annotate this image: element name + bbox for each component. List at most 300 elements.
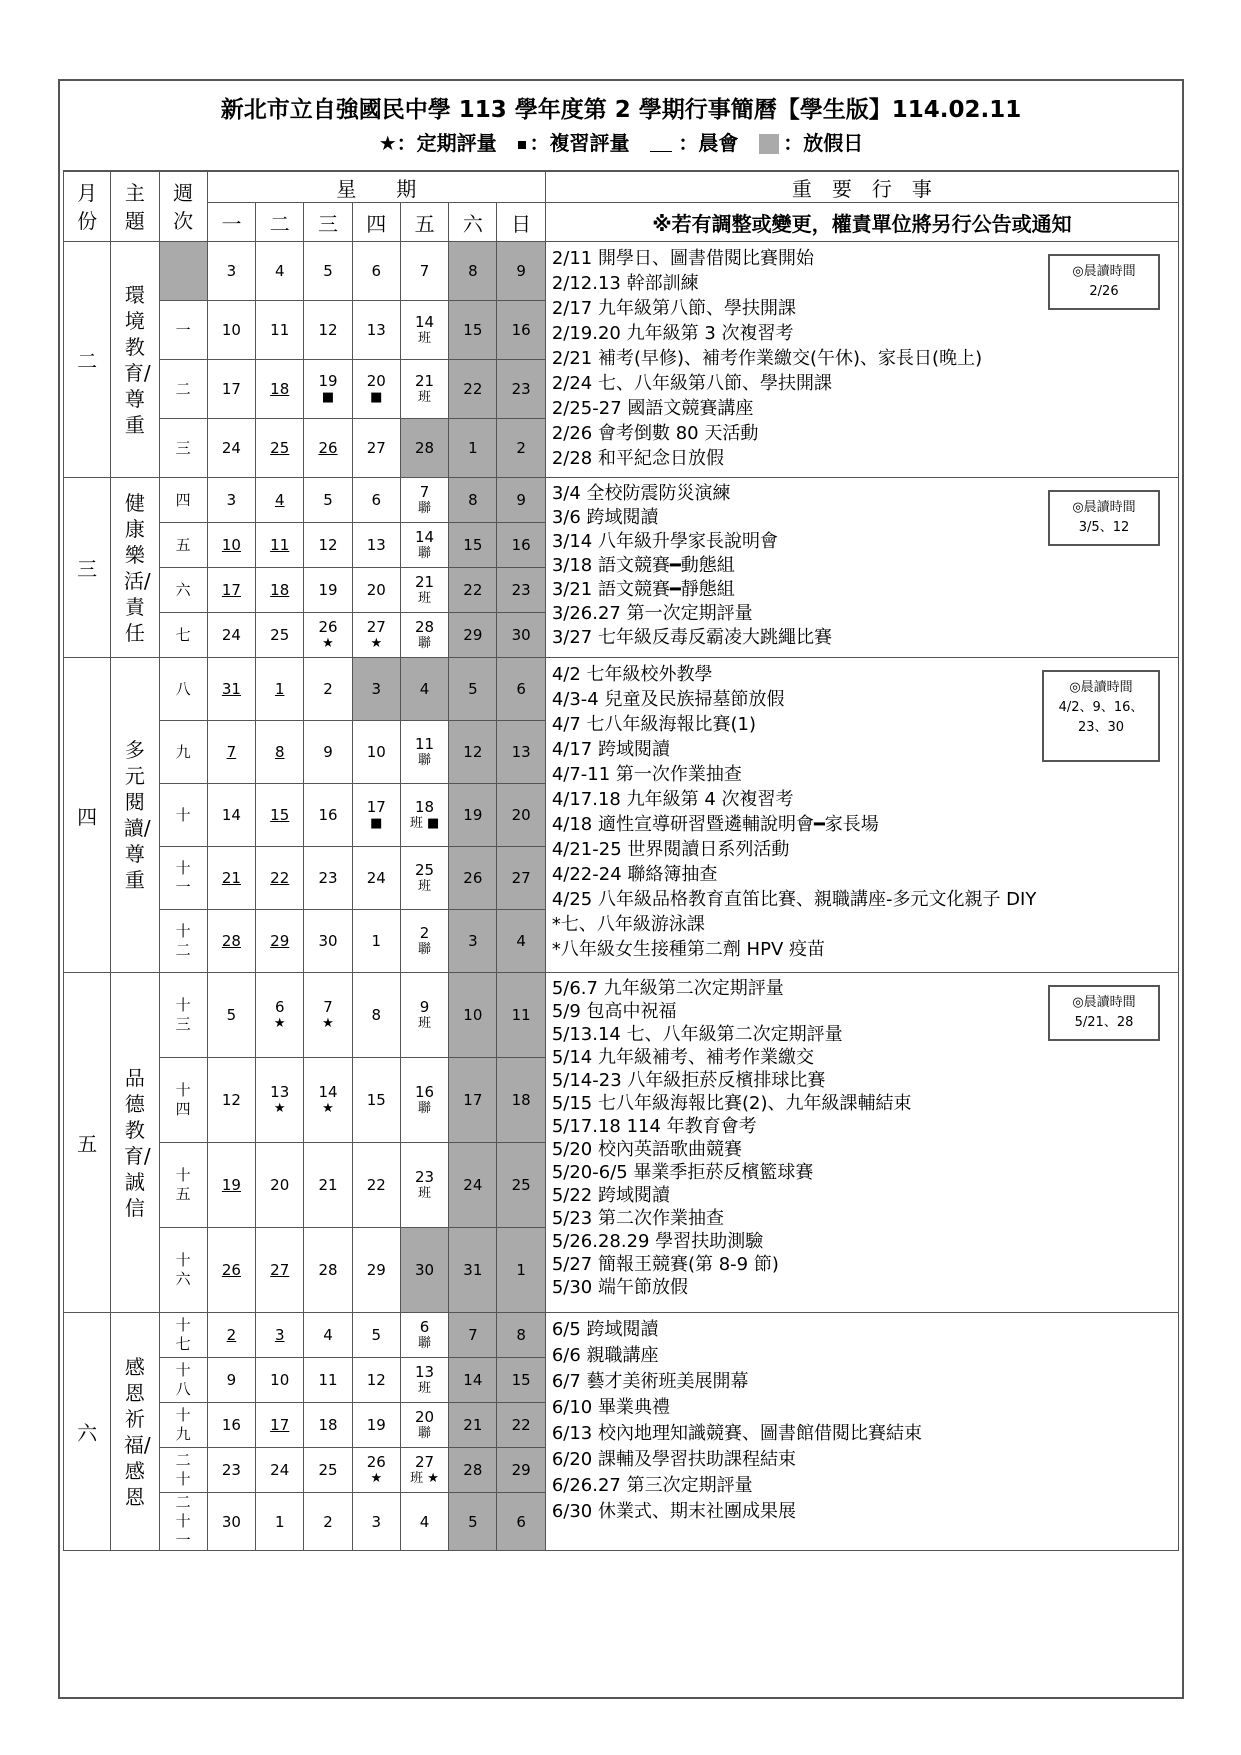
day-number: 14: [318, 1083, 338, 1101]
day-number: 26: [366, 1453, 386, 1471]
event-item: 5/20 校內英語歌曲競賽: [551, 1139, 742, 1160]
day-number: 9: [419, 998, 430, 1016]
day-number: 7: [226, 743, 237, 761]
day-number: 1: [516, 1261, 526, 1279]
day-cell: [352, 478, 400, 523]
day-number: 22: [463, 581, 483, 599]
day-number: 21: [318, 1176, 338, 1194]
day-cell: [207, 784, 255, 847]
day-cell: [304, 973, 352, 1058]
day-number: 12: [318, 536, 338, 554]
reading-time-dates: 4/2、9、16、23、30: [1058, 700, 1144, 735]
day-number: 15: [511, 1371, 531, 1389]
event-item: 5/9 包高中祝福: [551, 1001, 677, 1022]
day-number: 3: [274, 1326, 285, 1344]
day-number: 15: [463, 321, 483, 339]
week-number: [159, 658, 207, 721]
day-cell: [352, 658, 400, 721]
day-cell: [400, 784, 448, 847]
event-item: 6/10 畢業典禮: [551, 1397, 670, 1418]
day-cell: [256, 568, 304, 613]
event-item: 5/13.14 七、八年級第二次定期評量: [551, 1024, 843, 1045]
day-number: 8: [468, 262, 478, 280]
day-number: 8: [371, 1006, 382, 1024]
calendar-body: [64, 242, 1179, 1551]
day-cell: [400, 1403, 448, 1448]
day-cell: [304, 613, 352, 658]
theme-cell: [111, 478, 159, 658]
day-number: 19: [318, 372, 338, 390]
week-number-text: 四: [175, 490, 191, 509]
day-cell: [304, 721, 352, 784]
day-number: 6: [516, 680, 526, 698]
day-mark: 班: [418, 1381, 432, 1396]
week-number-text: 十三: [175, 996, 191, 1033]
week-number: [159, 360, 207, 419]
day-mark: 聯: [418, 1426, 432, 1441]
legend-gray-icon: [759, 134, 779, 154]
day-number: 19: [221, 1176, 241, 1194]
day-number: 17: [366, 798, 386, 816]
day-cell: [256, 360, 304, 419]
day-mark: ■: [370, 390, 383, 405]
day-cell: [352, 1313, 400, 1358]
day-number: 24: [221, 626, 241, 644]
event-item: 6/7 藝才美術班美展開幕: [551, 1371, 749, 1392]
week-number: [159, 478, 207, 523]
month-cell: 六: [64, 1313, 111, 1551]
day-number: 28: [415, 439, 435, 457]
week-number-text: 二十一: [175, 1493, 191, 1549]
day-number: 30: [221, 1512, 241, 1531]
day-number: 26: [221, 1261, 241, 1279]
week-number: [159, 419, 207, 478]
week-number: [159, 721, 207, 784]
day-cell: [207, 973, 255, 1058]
day-number: 2: [226, 1326, 237, 1344]
day-cell: [497, 784, 545, 847]
day-mark: 聯: [418, 942, 432, 957]
events-cell: [545, 1313, 1178, 1551]
day-number: 17: [221, 581, 241, 599]
event-item: 5/27 簡報王競賽(第 8-9 節): [551, 1254, 779, 1275]
day-number: 19: [463, 806, 483, 824]
day-number: 14: [415, 313, 435, 331]
day-number: 28: [415, 618, 435, 636]
day-cell: [352, 973, 400, 1058]
day-cell: [449, 301, 497, 360]
day-cell: [352, 1448, 400, 1493]
events-cell: [545, 973, 1178, 1313]
day-number: 3: [371, 1512, 382, 1531]
day-number: 6: [516, 1512, 526, 1531]
day-number: 9: [323, 743, 333, 761]
day-cell: [497, 242, 545, 301]
day-number: 28: [318, 1261, 338, 1279]
week-number-text: 十一: [175, 859, 191, 896]
day-cell: [352, 1143, 400, 1228]
event-item: 2/25-27 國語文競賽講座: [551, 398, 754, 419]
day-cell: [304, 523, 352, 568]
day-mark: 聯: [418, 753, 432, 768]
day-mark: 聯: [418, 546, 432, 561]
day-cell: [497, 419, 545, 478]
day-number: 22: [511, 1416, 531, 1434]
day-cell: [400, 523, 448, 568]
day-number: 7: [323, 998, 333, 1016]
day-number: 10: [270, 1371, 290, 1389]
day-number: 31: [463, 1261, 483, 1279]
event-item: 5/30 端午節放假: [551, 1277, 688, 1298]
day-cell: [256, 613, 304, 658]
day-cell: [352, 1358, 400, 1403]
legend: [63, 130, 1179, 156]
day-cell: [497, 721, 545, 784]
week-row: [64, 478, 1179, 523]
day-number: 16: [511, 536, 531, 554]
day-cell: [304, 1358, 352, 1403]
day-number: 3: [226, 491, 237, 509]
day-cell: [497, 613, 545, 658]
day-cell: [497, 910, 545, 973]
day-number: 29: [463, 626, 483, 644]
day-cell: [449, 847, 497, 910]
day-cell: [256, 1493, 304, 1551]
day-number: 2: [516, 439, 526, 457]
day-number: 4: [274, 491, 285, 509]
day-cell: [207, 242, 255, 301]
header: [63, 84, 1179, 171]
week-number: [159, 973, 207, 1058]
event-item: 4/2 七年級校外教學: [551, 664, 713, 685]
day-number: 6: [274, 998, 285, 1016]
day-cell: [304, 478, 352, 523]
week-number-text: 三: [175, 438, 191, 457]
day-number: 23: [415, 1168, 435, 1186]
day-cell: [304, 419, 352, 478]
day-mark: 聯: [418, 501, 432, 516]
day-number: 13: [511, 743, 531, 761]
day-cell: [400, 721, 448, 784]
day-cell: [449, 568, 497, 613]
day-cell: [449, 1313, 497, 1358]
day-number: 16: [318, 806, 338, 824]
header-theme-text: 主題: [124, 180, 145, 233]
day-number: 23: [221, 1461, 241, 1479]
day-number: 7: [468, 1326, 478, 1344]
day-cell: [449, 658, 497, 721]
day-cell: [304, 1228, 352, 1313]
header-events: 重 要 行 事: [545, 172, 1178, 203]
day-number: 20: [270, 1176, 290, 1194]
events-cell: [545, 242, 1178, 478]
day-cell: [449, 721, 497, 784]
day-cell: [304, 360, 352, 419]
day-mark: ★: [322, 1016, 334, 1031]
day-cell: [449, 1448, 497, 1493]
day-cell: [304, 301, 352, 360]
header-day-tue: 二: [256, 203, 304, 242]
day-number: 23: [511, 380, 531, 398]
day-number: 5: [468, 680, 478, 698]
legend-star: ★：定期評量: [378, 131, 497, 155]
week-number: [159, 523, 207, 568]
day-cell: [256, 523, 304, 568]
day-cell: [256, 784, 304, 847]
event-item: *八年級女生接種第二劑 HPV 疫苗: [551, 939, 825, 960]
day-cell: [207, 478, 255, 523]
header-notice: ※若有調整或變更，權責單位將另行公告或通知: [545, 203, 1178, 242]
event-item: 6/13 校內地理知識競賽、圖書館借閱比賽結束: [551, 1423, 922, 1444]
day-number: 23: [318, 869, 338, 887]
day-number: 3: [371, 680, 382, 698]
day-mark: 班 ★: [410, 1471, 439, 1486]
week-number: [159, 1403, 207, 1448]
day-cell: [304, 568, 352, 613]
day-cell: [256, 1313, 304, 1358]
day-mark: ★: [322, 636, 334, 651]
day-number: 14: [415, 528, 435, 546]
day-cell: [304, 910, 352, 973]
day-number: 1: [371, 932, 382, 950]
day-cell: [207, 1313, 255, 1358]
day-cell: [449, 523, 497, 568]
day-number: 5: [323, 491, 333, 509]
week-number: [159, 910, 207, 973]
day-number: 24: [221, 439, 241, 457]
day-number: 5: [226, 1006, 237, 1024]
day-cell: [400, 1358, 448, 1403]
day-number: 26: [318, 439, 338, 457]
day-cell: [352, 1493, 400, 1551]
week-number: [159, 1058, 207, 1143]
day-mark: ★: [370, 636, 383, 651]
event-item: 5/20-6/5 畢業季拒菸反檳籃球賽: [551, 1162, 814, 1183]
day-number: 7: [419, 483, 430, 501]
day-number: 21: [221, 869, 241, 887]
day-number: 29: [270, 932, 290, 950]
day-cell: [352, 784, 400, 847]
day-number: 17: [221, 380, 241, 398]
day-number: 27: [270, 1261, 290, 1279]
day-cell: [304, 1403, 352, 1448]
day-mark: 班: [418, 879, 432, 894]
day-cell: [256, 1228, 304, 1313]
vertical-text: 多元閱讀/尊重: [123, 738, 151, 892]
week-number-text: 十七: [175, 1316, 191, 1353]
day-cell: [352, 523, 400, 568]
event-item: 5/22 跨域閱讀: [551, 1185, 670, 1206]
day-cell: [304, 1313, 352, 1358]
week-number-text: 二十: [175, 1451, 191, 1488]
day-number: 7: [419, 262, 430, 280]
event-item: 4/7 七八年級海報比賽(1): [551, 714, 757, 735]
event-item: 3/26.27 第一次定期評量: [551, 603, 753, 624]
day-number: 4: [419, 680, 430, 698]
day-cell: [497, 847, 545, 910]
reading-time-box: [1048, 254, 1160, 310]
header-theme: [111, 172, 159, 242]
day-number: 17: [270, 1416, 290, 1434]
day-cell: [256, 658, 304, 721]
event-item: 3/4 全校防震防災演練: [551, 483, 731, 504]
day-cell: [304, 784, 352, 847]
day-cell: [400, 568, 448, 613]
event-item: 2/17 九年級第八節、學扶開課: [551, 298, 796, 319]
month-cell: 二: [64, 242, 111, 478]
day-number: 5: [323, 262, 333, 280]
day-number: 3: [468, 932, 478, 950]
day-cell: [207, 301, 255, 360]
day-number: 6: [371, 491, 382, 509]
day-number: 23: [511, 581, 531, 599]
day-number: 11: [415, 735, 435, 753]
day-cell: [497, 360, 545, 419]
day-cell: [449, 1143, 497, 1228]
event-item: 2/28 和平紀念日放假: [551, 448, 724, 469]
day-number: 30: [415, 1261, 435, 1279]
reading-time-box: [1042, 670, 1160, 762]
calendar-table: [63, 171, 1179, 1551]
week-number: [159, 847, 207, 910]
day-number: 30: [318, 932, 338, 950]
legend-underline: ：晨會: [678, 131, 739, 155]
day-cell: [207, 658, 255, 721]
day-cell: [352, 301, 400, 360]
day-cell: [207, 523, 255, 568]
event-item: 3/21 語文競賽━靜態組: [551, 579, 735, 600]
day-cell: [400, 658, 448, 721]
reading-time-title: ◎晨讀時間: [1069, 680, 1133, 695]
week-number: [159, 568, 207, 613]
day-cell: [400, 613, 448, 658]
week-number-text: 十四: [175, 1081, 191, 1118]
day-number: 14: [221, 806, 241, 824]
week-number: [159, 1358, 207, 1403]
day-number: 13: [366, 536, 386, 554]
day-mark: 聯: [418, 636, 432, 651]
day-number: 24: [366, 869, 386, 887]
day-number: 24: [463, 1176, 483, 1194]
header-day-sat: 六: [449, 203, 497, 242]
day-cell: [207, 1143, 255, 1228]
day-number: 27: [415, 1453, 435, 1471]
day-number: 11: [270, 536, 290, 554]
day-cell: [207, 910, 255, 973]
day-cell: [497, 1358, 545, 1403]
week-row: [64, 242, 1179, 301]
event-item: 3/27 七年級反毒反霸凌大跳繩比賽: [551, 627, 832, 648]
week-number: [159, 784, 207, 847]
vertical-text: 感恩祈福/感恩: [123, 1354, 151, 1509]
event-item: 5/14-23 八年級拒菸反檳排球比賽: [551, 1070, 826, 1091]
day-number: 1: [274, 1512, 285, 1531]
day-cell: [449, 1358, 497, 1403]
day-number: 14: [463, 1371, 483, 1389]
week-number: [159, 242, 207, 301]
legend-gray: ：放假日: [783, 131, 864, 155]
day-cell: [352, 1058, 400, 1143]
day-number: 22: [366, 1176, 386, 1194]
day-number: 16: [415, 1083, 435, 1101]
day-cell: [352, 568, 400, 613]
day-cell: [400, 301, 448, 360]
header-month-text: 月份: [77, 180, 98, 233]
day-cell: [449, 1058, 497, 1143]
day-number: 10: [463, 1006, 483, 1024]
day-number: 12: [366, 1371, 386, 1389]
day-cell: [497, 1058, 545, 1143]
day-cell: [400, 1313, 448, 1358]
day-cell: [449, 1403, 497, 1448]
day-number: 11: [511, 1006, 531, 1024]
day-cell: [256, 1143, 304, 1228]
week-number-text: 八: [175, 679, 191, 698]
day-cell: [207, 847, 255, 910]
event-item: 3/6 跨域閱讀: [551, 507, 659, 528]
day-cell: [207, 1448, 255, 1493]
day-cell: [449, 360, 497, 419]
day-number: 22: [463, 380, 483, 398]
day-cell: [352, 242, 400, 301]
day-number: 18: [415, 798, 435, 816]
day-mark: 班: [418, 1186, 432, 1201]
legend-square-icon: [518, 141, 526, 149]
day-mark: 班 ■: [409, 816, 440, 831]
day-cell: [256, 419, 304, 478]
event-item: 5/23 第二次作業抽查: [551, 1208, 724, 1229]
day-number: 18: [270, 581, 290, 599]
day-cell: [400, 478, 448, 523]
event-item: 6/30 休業式、期末社團成果展: [551, 1501, 796, 1522]
event-item: 5/6.7 九年級第二次定期評量: [551, 978, 784, 999]
event-item: 2/12.13 幹部訓練: [551, 273, 699, 294]
day-number: 2: [323, 1512, 333, 1531]
day-cell: [207, 1058, 255, 1143]
reading-time-title: ◎晨讀時間: [1072, 264, 1136, 279]
day-cell: [207, 613, 255, 658]
reading-time-dates: 3/5、12: [1078, 520, 1130, 535]
day-number: 26: [463, 869, 483, 887]
week-number: [159, 301, 207, 360]
day-cell: [304, 847, 352, 910]
day-cell: [497, 1228, 545, 1313]
day-cell: [256, 910, 304, 973]
event-item: 2/21 補考(早修)、補考作業繳交(午休)、家長日(晚上): [551, 348, 983, 369]
day-number: 13: [270, 1083, 290, 1101]
week-number-text: 五: [175, 535, 191, 554]
day-cell: [449, 478, 497, 523]
events-cell: [545, 658, 1178, 973]
reading-time-box: [1048, 985, 1160, 1041]
event-item: 2/24 七、八年級第八節、學扶開課: [551, 373, 832, 394]
legend-underline-icon: [650, 133, 672, 152]
header-month: [64, 172, 111, 242]
day-cell: [497, 1403, 545, 1448]
day-number: 16: [221, 1416, 241, 1434]
day-number: 30: [511, 626, 531, 644]
day-number: 2: [419, 924, 430, 942]
day-number: 13: [415, 1363, 435, 1381]
day-number: 21: [415, 573, 435, 591]
day-cell: [449, 910, 497, 973]
header-day-thu: 四: [352, 203, 400, 242]
event-item: 2/26 會考倒數 80 天活動: [551, 423, 759, 444]
page-title: 新北市立自強國民中學 113 學年度第 2 學期行事簡曆【學生版】114.02.11: [220, 97, 1022, 123]
day-number: 9: [516, 491, 526, 509]
day-cell: [400, 973, 448, 1058]
week-row: [64, 973, 1179, 1058]
